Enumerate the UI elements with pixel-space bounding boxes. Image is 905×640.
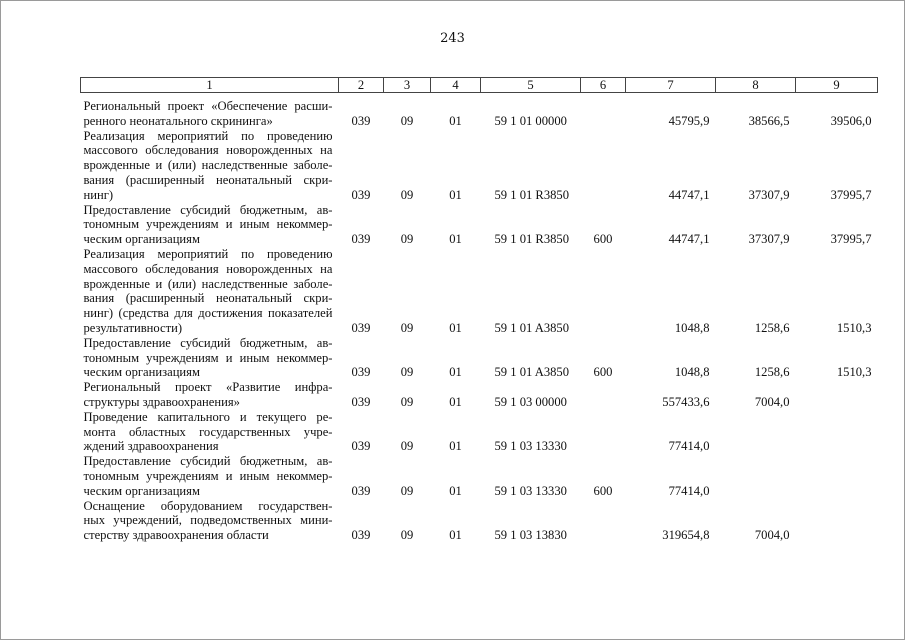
amount-year-2: 1258,6 [754, 320, 790, 335]
page-number: 243 [440, 31, 465, 46]
amount-year-3: 1510,3 [836, 365, 872, 380]
column-number-header [81, 78, 878, 93]
description-line: вания (расширенный неонатальный скри- [83, 291, 333, 306]
expense-type [581, 499, 626, 543]
section-code: 09 [400, 232, 414, 247]
target-article: 59 1 01 A3850 [494, 365, 570, 380]
description-line: ждений здравоохранения [83, 439, 219, 454]
target-article: 59 1 01 R3850 [494, 232, 570, 247]
target-article: 59 1 01 00000 [494, 113, 567, 128]
table-body [81, 93, 878, 543]
header-col-9: 9 [796, 78, 878, 93]
row-description [81, 454, 339, 498]
description-line: ческим организациям [83, 365, 200, 380]
description-line: Предоставление субсидий бюджетным, ав- [83, 454, 333, 469]
description-line: нинг) (средства для достижения показателей [83, 306, 333, 321]
subsection-code: 01 [449, 113, 462, 128]
amount-year-3: 1510,3 [836, 320, 872, 335]
amount-year-1: 319654,8 [662, 528, 710, 543]
description-line: Региональный проект «Развитие инфра- [83, 380, 333, 395]
amount-year-3: 37995,7 [830, 187, 872, 202]
amount-year-3 [796, 454, 878, 498]
table-row [81, 410, 878, 454]
ministry-code: 039 [351, 394, 371, 409]
subsection-code: 01 [449, 394, 462, 409]
amount-year-3: 37995,7 [830, 232, 872, 247]
description-line: ных учреждений, подведомственных мини- [83, 513, 333, 528]
ministry-code: 039 [351, 232, 371, 247]
ministry-code: 039 [351, 320, 371, 335]
table-row [81, 454, 878, 498]
description-line: стерству здравоохранения области [83, 528, 269, 543]
row-description [81, 336, 339, 380]
description-line: врожденные и (или) наследственные заболе- [83, 158, 333, 173]
description-line: массового обследования новорожденных на [83, 261, 333, 276]
description-line: тономным учреждениям и иным некоммер- [83, 217, 333, 232]
description-line: нинг) [83, 187, 114, 202]
subsection-code: 01 [449, 320, 462, 335]
description-line: тономным учреждениям и иным некоммер- [83, 350, 333, 365]
description-line: Проведение капитального и текущего ре- [83, 409, 333, 424]
table-row [81, 499, 878, 543]
expense-type [581, 380, 626, 410]
row-description [81, 247, 339, 336]
row-description [81, 499, 339, 543]
expense-type [581, 129, 626, 203]
amount-year-1: 44747,1 [668, 232, 710, 247]
row-description [81, 93, 339, 129]
expense-type: 600 [593, 365, 613, 380]
ministry-code: 039 [351, 439, 371, 454]
section-code: 09 [400, 320, 414, 335]
row-description [81, 380, 339, 410]
header-col-6: 6 [581, 78, 626, 93]
section-code: 09 [400, 365, 414, 380]
header-col-8: 8 [716, 78, 796, 93]
budget-table [80, 77, 878, 543]
expense-type: 600 [593, 232, 613, 247]
table-row [81, 203, 878, 247]
amount-year-3: 39506,0 [830, 113, 872, 128]
target-article: 59 1 03 13330 [494, 439, 567, 454]
header-col-2: 2 [339, 78, 384, 93]
subsection-code: 01 [449, 439, 462, 454]
amount-year-2: 1258,6 [754, 365, 790, 380]
table-row [81, 380, 878, 410]
header-col-5: 5 [481, 78, 581, 93]
description-line: Предоставление субсидий бюджетным, ав- [83, 335, 333, 350]
header-col-3: 3 [384, 78, 431, 93]
description-line: вания (расширенный неонатальный скри- [83, 172, 333, 187]
description-line: Оснащение оборудованием государствен- [83, 498, 333, 513]
target-article: 59 1 03 13830 [494, 528, 567, 543]
section-code: 09 [400, 113, 414, 128]
amount-year-1: 1048,8 [674, 365, 710, 380]
amount-year-2: 7004,0 [754, 528, 790, 543]
table-row [81, 93, 878, 129]
amount-year-2: 37307,9 [748, 187, 790, 202]
amount-year-1: 77414,0 [668, 483, 710, 498]
section-code: 09 [400, 528, 414, 543]
target-article: 59 1 01 A3850 [494, 320, 570, 335]
description-line: результативности) [83, 320, 183, 335]
table-row [81, 129, 878, 203]
subsection-code: 01 [449, 365, 462, 380]
amount-year-1: 557433,6 [662, 394, 710, 409]
description-line: массового обследования новорожденных на [83, 143, 333, 158]
description-line: ческим организациям [83, 483, 200, 498]
description-line: монта областных государственных учре- [83, 424, 333, 439]
amount-year-1: 44747,1 [668, 187, 710, 202]
amount-year-2 [716, 454, 796, 498]
subsection-code: 01 [449, 232, 462, 247]
amount-year-3 [796, 410, 878, 454]
amount-year-2: 38566,5 [748, 113, 790, 128]
section-code: 09 [400, 439, 414, 454]
subsection-code: 01 [449, 483, 462, 498]
description-line: врожденные и (или) наследственные заболе- [83, 276, 333, 291]
section-code: 09 [400, 187, 414, 202]
row-description [81, 129, 339, 203]
target-article: 59 1 03 13330 [494, 483, 567, 498]
amount-year-3 [796, 380, 878, 410]
description-line: Реализация мероприятий по проведению [83, 128, 333, 143]
expense-type [581, 247, 626, 336]
header-col-4: 4 [431, 78, 481, 93]
ministry-code: 039 [351, 187, 371, 202]
target-article: 59 1 01 R3850 [494, 187, 570, 202]
description-line: структуры здравоохранения» [83, 394, 240, 409]
table-row [81, 247, 878, 336]
description-line: тономным учреждениям и иным некоммер- [83, 468, 333, 483]
description-line: Региональный проект «Обеспечение расши- [83, 99, 333, 113]
table-row [81, 336, 878, 380]
description-line: ческим организациям [83, 232, 200, 247]
description-line: Предоставление субсидий бюджетным, ав- [83, 202, 333, 217]
row-description [81, 410, 339, 454]
row-description [81, 203, 339, 247]
header-col-1: 1 [81, 78, 339, 93]
description-line: Реализация мероприятий по проведению [83, 246, 333, 261]
header-col-7: 7 [626, 78, 716, 93]
ministry-code: 039 [351, 113, 371, 128]
amount-year-1: 77414,0 [668, 439, 710, 454]
ministry-code: 039 [351, 528, 371, 543]
expense-type [581, 93, 626, 129]
ministry-code: 039 [351, 483, 371, 498]
subsection-code: 01 [449, 187, 462, 202]
amount-year-2: 37307,9 [748, 232, 790, 247]
amount-year-3 [796, 499, 878, 543]
subsection-code: 01 [449, 528, 462, 543]
expense-type: 600 [593, 483, 613, 498]
amount-year-1: 45795,9 [668, 113, 710, 128]
description-line: ренного неонатального скрининга» [83, 113, 273, 128]
target-article: 59 1 03 00000 [494, 394, 567, 409]
section-code: 09 [400, 483, 414, 498]
amount-year-2: 7004,0 [754, 394, 790, 409]
amount-year-1: 1048,8 [674, 320, 710, 335]
amount-year-2 [716, 410, 796, 454]
ministry-code: 039 [351, 365, 371, 380]
expense-type [581, 410, 626, 454]
section-code: 09 [400, 394, 414, 409]
